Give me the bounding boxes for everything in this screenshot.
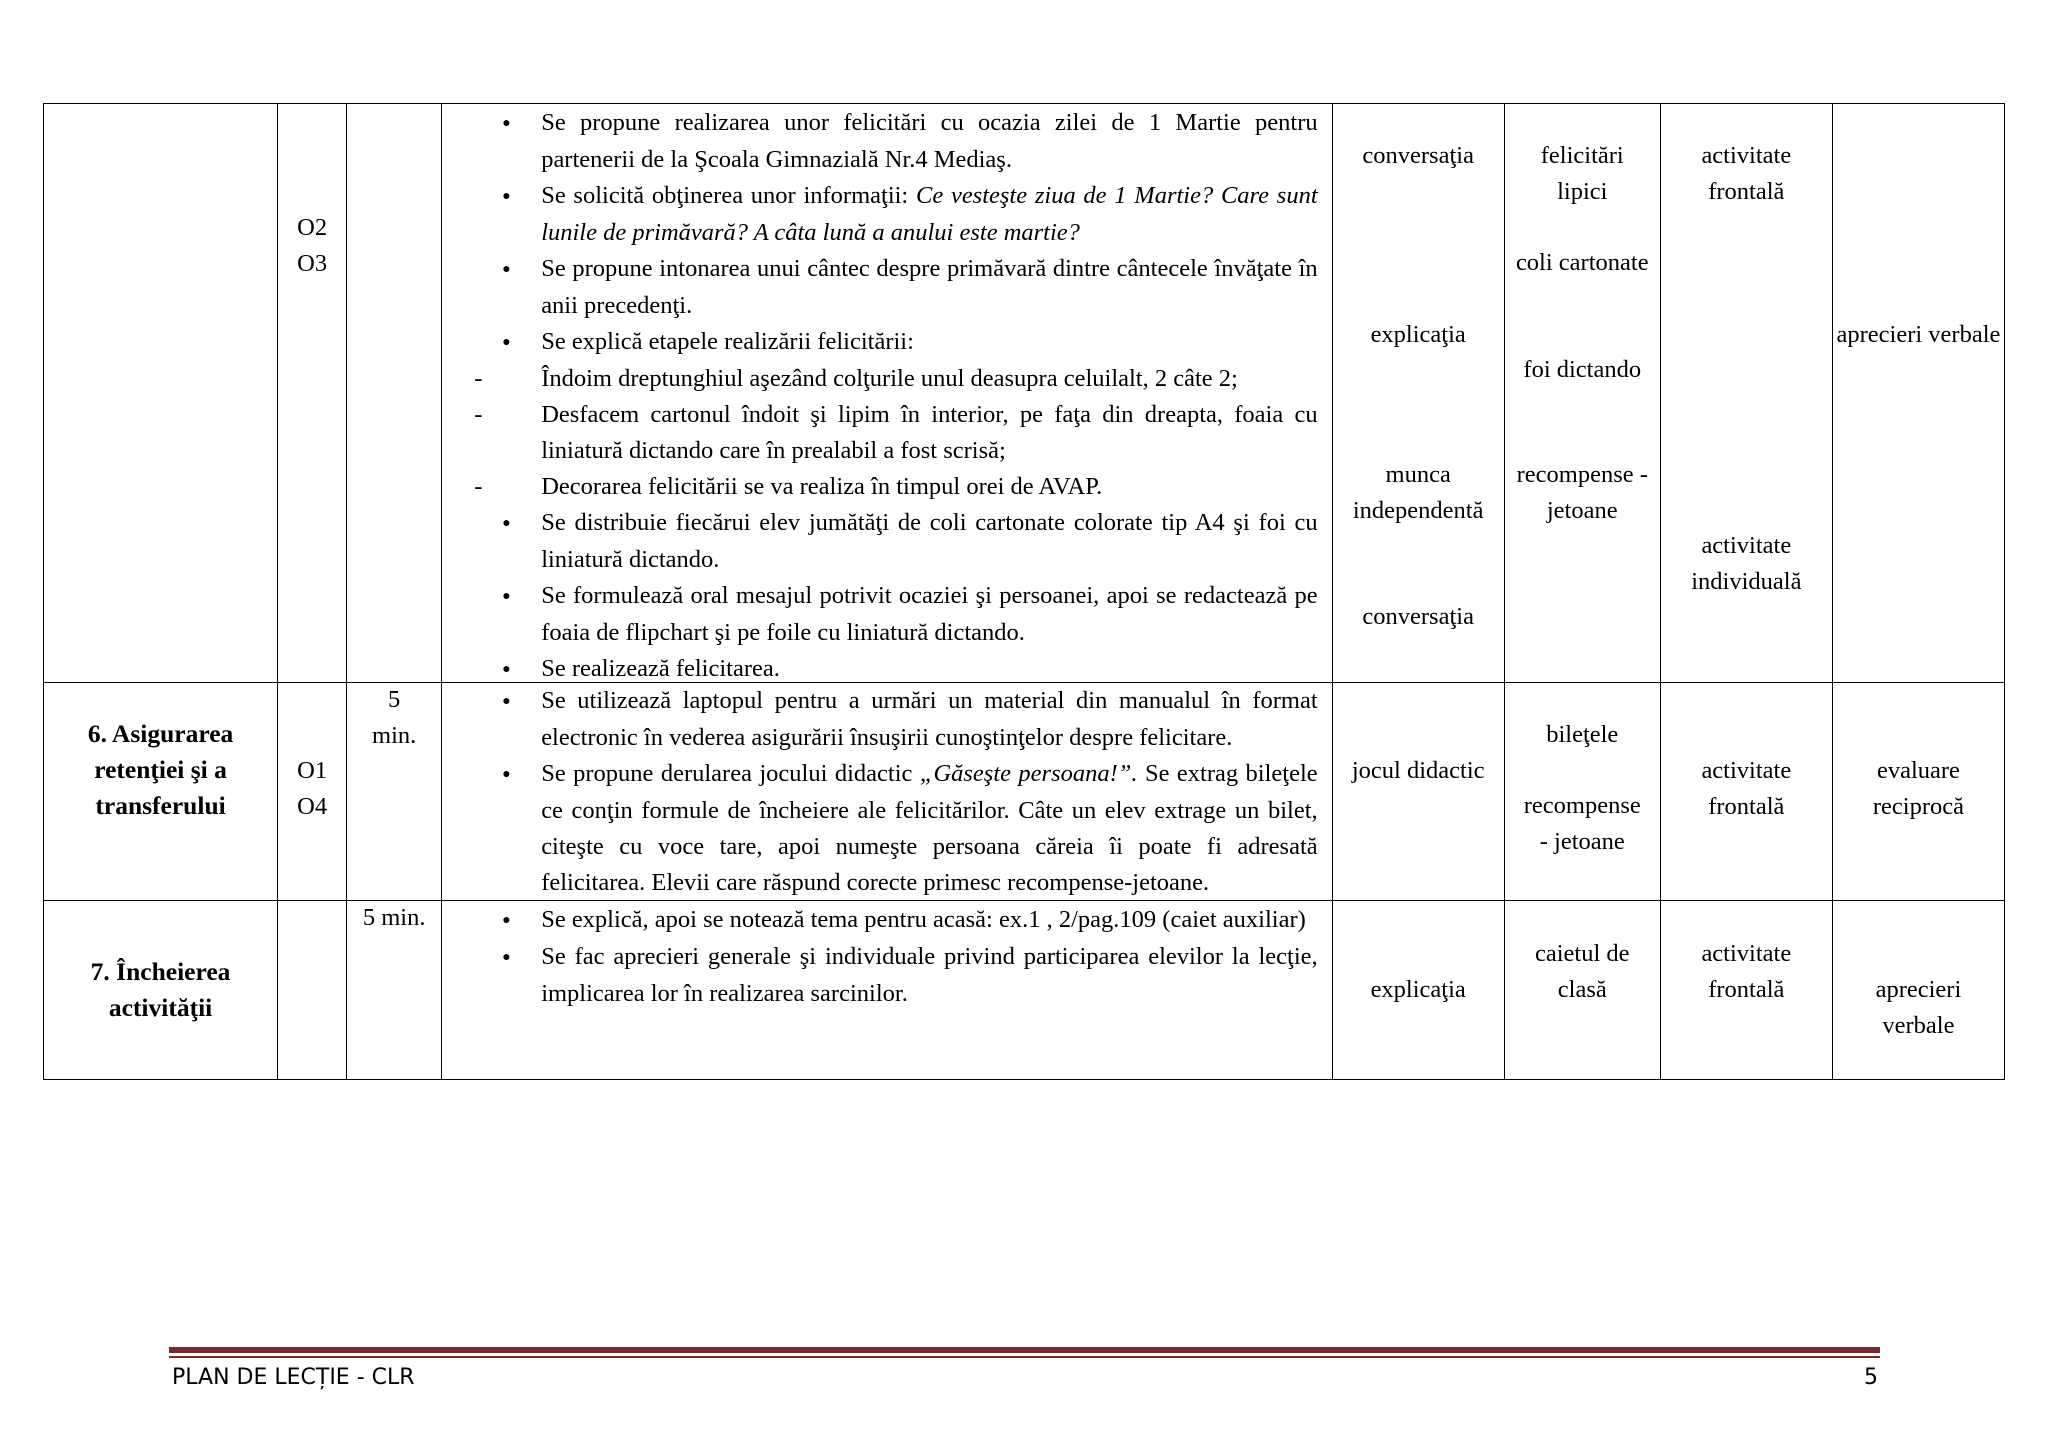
bullet-item	[470, 324, 1317, 361]
organization-cell	[1660, 104, 1832, 683]
content-cell	[442, 104, 1332, 683]
organization-item: activitate frontală	[1701, 757, 1792, 820]
content-cell	[442, 683, 1332, 901]
organization-item: activitate frontală	[1701, 940, 1792, 1003]
resource-item: coli cartonate	[1515, 249, 1649, 276]
content-text: Se propune realizarea unor felicitări cu ocazia zilei de 1 Martie pentru partenerii de la Şcoala Gimnazială Nr.4 Mediaş.	[541, 109, 1318, 173]
bullet-marker: ●	[502, 335, 511, 350]
bullet-item	[470, 756, 1317, 901]
content-text: Ce vesteşte ziua de 1 Martie? Care sunt lunile de primăvară? A câta lună a anului este martie?	[541, 182, 1318, 246]
content-cell	[442, 901, 1332, 1080]
content-text: Se solicită obţinerea unor informaţii:	[541, 182, 916, 209]
time-cell	[347, 901, 442, 1080]
bullet-item	[470, 939, 1317, 1012]
content-text: Se fac aprecieri generale şi individuale privind participarea elevilor la lecţie, implicarea lor în realizarea sarcinilor.	[541, 943, 1318, 1007]
dash-item	[470, 397, 1317, 469]
stage-cell	[44, 683, 278, 901]
stage-title: 6. Asigurarea retenţiei şi a transferului	[87, 719, 234, 820]
content-text: Se extrag bileţele ce conţin formule de încheiere ale felicitărilor. Câte un elev extrage un bilet, citeşte cu voce tare, apoi numeşte persoana căreia îi poate fi adresată felicitarea. Elevii care răspund corecte primesc recompense-jetoane.	[541, 760, 1318, 896]
bullet-item	[470, 683, 1317, 756]
resource-item: recompense - jetoane	[1516, 461, 1648, 524]
evaluation-item: aprecieri verbale	[1836, 321, 2001, 348]
evaluation-item: evaluare reciprocă	[1872, 757, 1964, 820]
content-text: Se distribuie fiecărui elev jumătăţi de coli cartonate colorate tip A4 şi foi cu liniatură dictando.	[541, 509, 1318, 573]
evaluation-cell	[1832, 683, 2004, 901]
lesson-plan-table	[43, 103, 2005, 1080]
content-text: Se explică etapele realizării felicitării:	[541, 328, 914, 355]
resources-cell	[1504, 104, 1660, 683]
evaluation-cell	[1832, 901, 2004, 1080]
content-text: Se utilizează laptopul pentru a urmări un material din manualul în format electronic în vederea asigurării însuşirii cunoştinţelor despre felicitare.	[541, 687, 1318, 751]
resources-cell	[1504, 901, 1660, 1080]
organization-item: activitate frontală	[1701, 142, 1792, 205]
bullet-item	[470, 578, 1317, 651]
time-value: 5 min.	[372, 686, 417, 749]
table-row	[44, 104, 2005, 683]
content-list	[470, 902, 1317, 1012]
bullet-marker: ●	[502, 950, 511, 965]
organization-cell	[1660, 683, 1832, 901]
footer-document-title: PLAN DE LECȚIE - CLR	[172, 1365, 415, 1390]
bullet-marker: ●	[502, 262, 511, 277]
bullet-marker: ●	[502, 767, 511, 782]
evaluation-item: aprecieri verbale	[1875, 976, 1962, 1039]
bullet-marker: ●	[502, 516, 511, 531]
content-text: Se realizează felicitarea.	[541, 655, 780, 682]
footer-rule	[169, 1347, 1880, 1353]
content-text: „Găseşte persoana!”.	[919, 760, 1138, 787]
resource-item: felicitări	[1540, 142, 1624, 169]
resource-item: foi dictando	[1523, 356, 1642, 383]
resources-cell	[1504, 683, 1660, 901]
method-item: explicaţia	[1370, 321, 1466, 348]
resource-item: caietul de clasă	[1534, 940, 1630, 1003]
content-text: Se propune intonarea unui cântec despre primăvară dintre cântecele învăţate în anii precedenţi.	[541, 255, 1318, 319]
method-item: jocul didactic	[1351, 757, 1485, 784]
bullet-marker: ●	[502, 189, 511, 204]
organization-cell	[1660, 901, 1832, 1080]
stage-cell	[44, 901, 278, 1080]
stage-title: 7. Încheierea activităţii	[90, 957, 231, 1022]
table-row	[44, 901, 2005, 1080]
objective-code: O3	[297, 250, 328, 277]
resource-item: recompense - jetoane	[1523, 792, 1641, 855]
content-text: Decorarea felicitării se va realiza în timpul orei de AVAP.	[541, 473, 1103, 500]
content-text: Îndoim dreptunghiul aşezând colţurile unul deasupra celuilalt, 2 câte 2;	[541, 365, 1238, 392]
method-item: conversaţia	[1362, 603, 1474, 630]
dash-item	[470, 361, 1317, 397]
time-cell	[347, 104, 442, 683]
dash-marker: -	[474, 473, 483, 500]
table-row	[44, 683, 2005, 901]
objectives-cell	[278, 104, 347, 683]
bullet-marker: ●	[502, 589, 511, 604]
dash-item	[470, 469, 1317, 505]
method-item: munca independentă	[1352, 461, 1484, 524]
bullet-item	[470, 505, 1317, 578]
method-item: conversaţia	[1362, 142, 1474, 169]
resource-item: bileţele	[1546, 721, 1619, 748]
bullet-item	[470, 105, 1317, 178]
content-text: Se formulează oral mesajul potrivit ocaziei şi persoanei, apoi se redactează pe foaia de flipchart şi pe foile cu liniatură dictando.	[541, 582, 1318, 646]
dash-marker: -	[474, 365, 483, 392]
method-item: explicaţia	[1370, 976, 1466, 1003]
bullet-item	[470, 251, 1317, 324]
bullet-marker: ●	[502, 913, 511, 928]
objectives-cell	[278, 683, 347, 901]
content-text: Se explică, apoi se notează tema pentru acasă: ex.1 , 2/pag.109 (caiet auxiliar)	[541, 906, 1306, 933]
page-number: 5	[1864, 1365, 1878, 1390]
content-text: Desfacem cartonul îndoit şi lipim în interior, pe faţa din dreapta, foaia cu liniatură dictando care în prealabil a fost scrisă;	[541, 401, 1318, 464]
bullet-marker: ●	[502, 694, 511, 709]
bullet-marker: ●	[502, 662, 511, 677]
content-list	[470, 683, 1317, 901]
methods-cell	[1332, 683, 1504, 901]
time-value: 5 min.	[362, 904, 426, 931]
objective-code: O4	[297, 793, 328, 820]
methods-cell	[1332, 104, 1504, 683]
evaluation-cell	[1832, 104, 2004, 683]
content-list	[470, 105, 1317, 688]
resource-item: lipici	[1557, 178, 1608, 205]
footer-rule-thin	[169, 1356, 1880, 1358]
objectives-cell	[278, 901, 347, 1080]
organization-item: activitate individuală	[1691, 532, 1802, 595]
content-text: Se propune derularea jocului didactic	[541, 760, 920, 787]
bullet-marker: ●	[502, 116, 511, 131]
stage-cell	[44, 104, 278, 683]
objective-code: O1	[297, 757, 328, 784]
bullet-item	[470, 178, 1317, 251]
dash-marker: -	[474, 401, 483, 428]
objective-code: O2	[297, 214, 328, 241]
methods-cell	[1332, 901, 1504, 1080]
bullet-item	[470, 902, 1317, 939]
time-cell	[347, 683, 442, 901]
